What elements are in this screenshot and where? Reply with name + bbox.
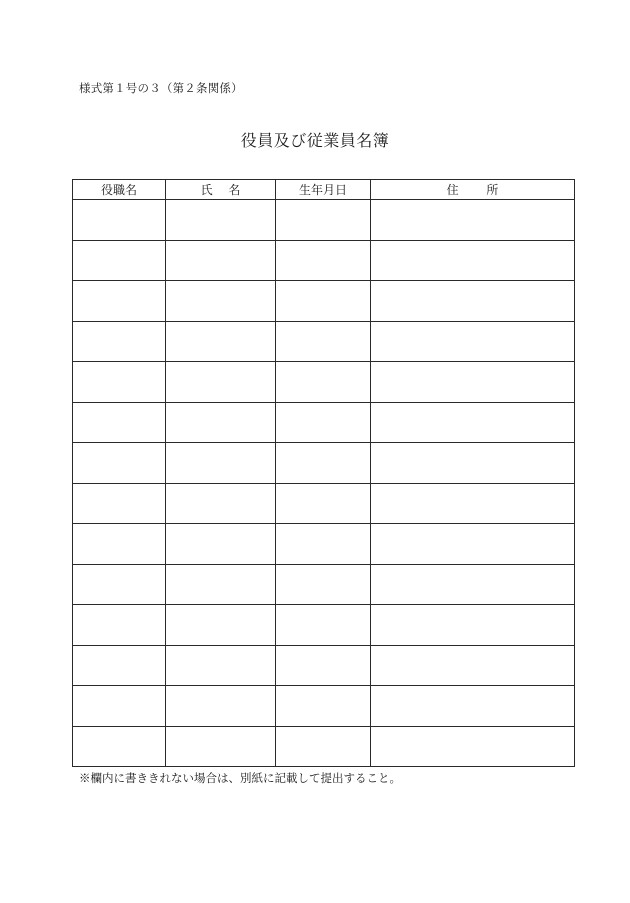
cell-birthdate[interactable] — [276, 443, 371, 484]
cell-name[interactable] — [166, 362, 276, 403]
cell-position[interactable] — [73, 483, 166, 524]
table-row — [73, 362, 575, 403]
cell-name[interactable] — [166, 524, 276, 565]
table-row — [73, 564, 575, 605]
cell-name[interactable] — [166, 281, 276, 322]
cell-birthdate[interactable] — [276, 200, 371, 241]
cell-birthdate[interactable] — [276, 281, 371, 322]
cell-position[interactable] — [73, 726, 166, 767]
form-number-label: 様式第１号の３（第２条関係） — [79, 81, 243, 95]
cell-position[interactable] — [73, 645, 166, 686]
column-header-address: 住 所 — [371, 180, 575, 200]
cell-birthdate[interactable] — [276, 483, 371, 524]
cell-address[interactable] — [371, 483, 575, 524]
cell-address[interactable] — [371, 645, 575, 686]
cell-position[interactable] — [73, 240, 166, 281]
column-header-name: 氏 名 — [166, 180, 276, 200]
cell-position[interactable] — [73, 402, 166, 443]
cell-name[interactable] — [166, 321, 276, 362]
cell-name[interactable] — [166, 726, 276, 767]
cell-birthdate[interactable] — [276, 240, 371, 281]
cell-birthdate[interactable] — [276, 645, 371, 686]
cell-position[interactable] — [73, 605, 166, 646]
cell-birthdate[interactable] — [276, 524, 371, 565]
cell-name[interactable] — [166, 605, 276, 646]
cell-name[interactable] — [166, 240, 276, 281]
cell-name[interactable] — [166, 443, 276, 484]
column-header-position: 役職名 — [73, 180, 166, 200]
table-row — [73, 686, 575, 727]
cell-birthdate[interactable] — [276, 726, 371, 767]
roster-body — [73, 200, 575, 767]
table-row — [73, 524, 575, 565]
document-title: 役員及び従業員名簿 — [240, 131, 390, 150]
roster-table — [72, 179, 575, 767]
table-row — [73, 281, 575, 322]
cell-position[interactable] — [73, 281, 166, 322]
cell-birthdate[interactable] — [276, 362, 371, 403]
cell-birthdate[interactable] — [276, 605, 371, 646]
table-row — [73, 200, 575, 241]
table-row — [73, 443, 575, 484]
cell-birthdate[interactable] — [276, 402, 371, 443]
table-row — [73, 605, 575, 646]
cell-address[interactable] — [371, 362, 575, 403]
cell-name[interactable] — [166, 686, 276, 727]
cell-position[interactable] — [73, 564, 166, 605]
header-row — [73, 180, 575, 200]
cell-birthdate[interactable] — [276, 686, 371, 727]
cell-address[interactable] — [371, 686, 575, 727]
cell-address[interactable] — [371, 200, 575, 241]
cell-position[interactable] — [73, 362, 166, 403]
table-row — [73, 645, 575, 686]
table-row — [73, 483, 575, 524]
cell-address[interactable] — [371, 402, 575, 443]
cell-address[interactable] — [371, 281, 575, 322]
table-row — [73, 726, 575, 767]
cell-position[interactable] — [73, 524, 166, 565]
cell-name[interactable] — [166, 402, 276, 443]
cell-address[interactable] — [371, 605, 575, 646]
cell-name[interactable] — [166, 564, 276, 605]
cell-position[interactable] — [73, 321, 166, 362]
cell-address[interactable] — [371, 443, 575, 484]
column-header-birthdate: 生年月日 — [276, 180, 371, 200]
cell-name[interactable] — [166, 200, 276, 241]
cell-birthdate[interactable] — [276, 321, 371, 362]
cell-position[interactable] — [73, 443, 166, 484]
footnote: ※欄内に書ききれない場合は、別紙に記載して提出すること。 — [79, 771, 401, 785]
cell-address[interactable] — [371, 564, 575, 605]
cell-position[interactable] — [73, 200, 166, 241]
cell-address[interactable] — [371, 524, 575, 565]
cell-position[interactable] — [73, 686, 166, 727]
table-row — [73, 321, 575, 362]
table-row — [73, 402, 575, 443]
cell-name[interactable] — [166, 645, 276, 686]
cell-birthdate[interactable] — [276, 564, 371, 605]
cell-address[interactable] — [371, 726, 575, 767]
cell-name[interactable] — [166, 483, 276, 524]
cell-address[interactable] — [371, 321, 575, 362]
cell-address[interactable] — [371, 240, 575, 281]
table-row — [73, 240, 575, 281]
